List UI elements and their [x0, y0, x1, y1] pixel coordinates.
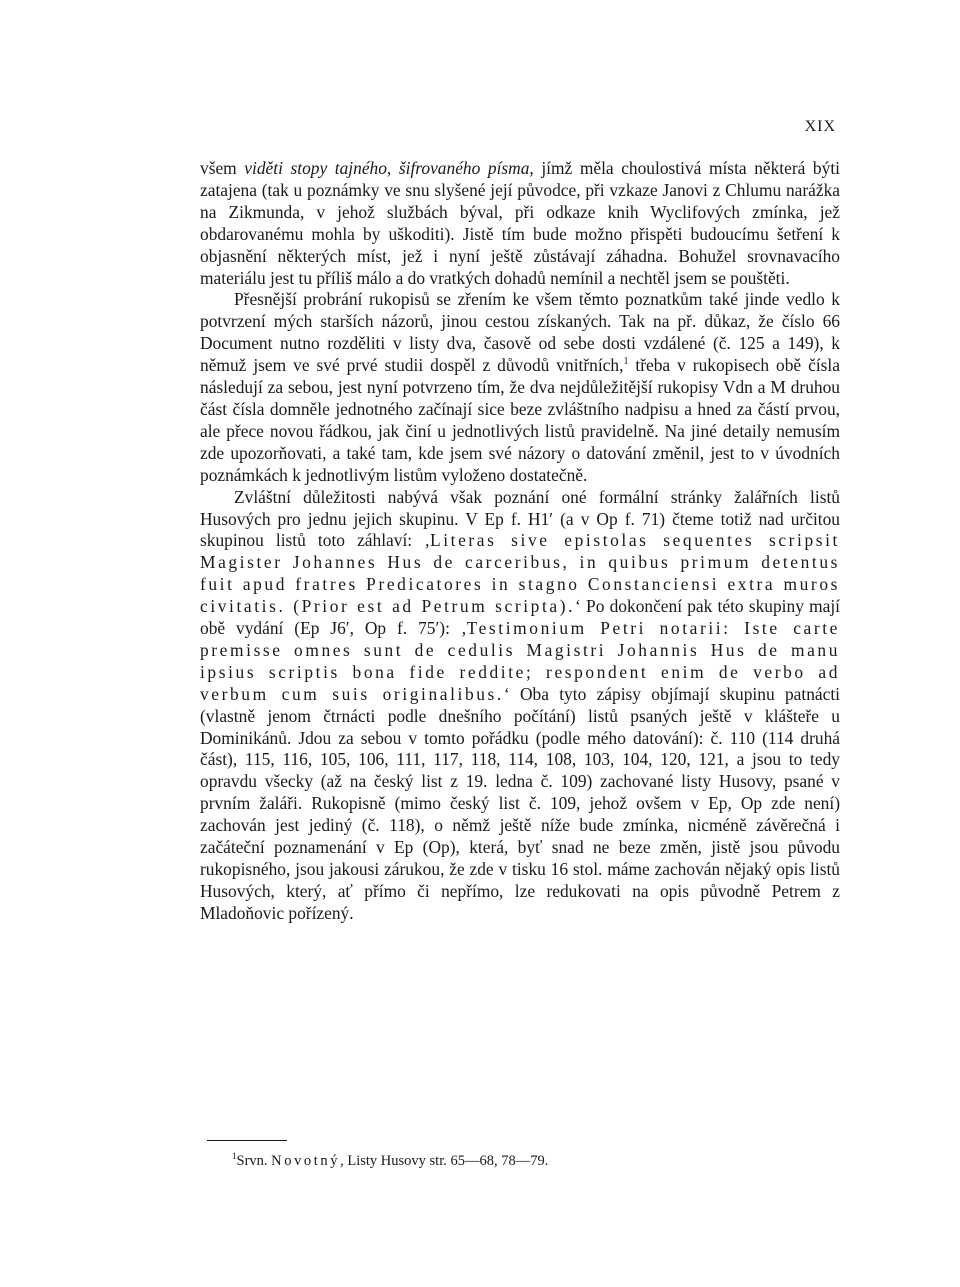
text-run: ‘ Oba tyto zápisy objímají skupinu patnácti (vlastně jenom čtrnácti podle dnešního počítání) listů psaných ještě v klášteře u Dominikánů. Jdou za sebou v tomto pořádku (podle mého datování): č. 110 (114 druhá část), 115, 116, 105, 106, 111, 117, 118, 114, 108, 103, 104, 120, 121, a jsou to tedy opravdu všecky (až na český list z 19. ledna č. 109) zachované listy Husovy, psané v prvním žaláři. Rukopisně (mimo český list č. 109, jehož ovšem v Ep, Op zde není) zachován jest jediný (č. 118), o němž ještě níže bude zmínka, nicméně závěrečná i začáteční poznamenání v Ep (Op), která, byť snad ne beze změn, jistě jsou původu rukopisného, jsou jakousi zárukou, že zde v tisku 16 stol. máme zachován nějaký opis listů Husových, který, ať přímo či nepřímo, lze redukovati na opis původně Petrem z Mladoňovic pořízený. [200, 683, 840, 923]
text-run: jímž měla choulostivá místa některá býti zatajena (tak u poznámky ve snu slyšené její původce, při vzkaze Janovi z Chlumu narážka na Zikmunda, v jehož službách býval, při odkaze knih Wyclifových zmínka, jež obdarovanému mohla by uškoditi). Jistě tím bude možno přispěti budoucímu šetření k objasnění některých míst, jež i nyní ještě zůstávají záhadna. Bohužel srovnavacího materiálu jest tu příliš málo a do vratkých dohadů nemínil a nechtěl jsem se pouštěti. [200, 158, 840, 288]
text-run: třeba v rukopisech obě čísla následují za sebou, jest nyní potvrzeno tím, že dva nejdůležitější rukopisy Vdn a M druhou část čísla domněle jednotného začínají sice beze zvláštního nadpisu a hned za částí prvou, ale přece novou řádkou, jak činí u jednotlivých listů pravidelně. Na jiné detaily nemusím zde upozorňovati, a také tam, kde jsem své názory o datování změnil, jest to v úvodních poznámkách k jednotlivým listům vyloženo dostatečně. [200, 355, 840, 485]
page-number: XIX [804, 118, 836, 135]
footnote-text: Srvn. [236, 1153, 272, 1169]
footnote-author: Novotný [271, 1153, 341, 1169]
spaced-latin-run: Literas sive epistolas sequentes scripsit Magister Johannes Hus de carceribus, in quibus primum detentus fuit apud fratres Predicatores in stagno Constanciensi extra muros civitatis. (Prior est ad Petrum scripta). [200, 530, 840, 617]
footnote-rule [207, 1140, 287, 1141]
paragraph [200, 289, 840, 486]
spaced-latin-run: Testimonium Petri notarii: Iste carte premisse omnes sunt de cedulis Magistri Johannis Hus de manu ipsius scriptis bona fide reddite; respondent enim de verbo ad verbum cum suis originalibus. [200, 618, 840, 704]
footnote-mark: 1 [232, 1151, 237, 1162]
italic-run: viděti stopy tajného, šifrovaného písma, [244, 158, 534, 178]
footnote-reference: 1 [623, 356, 629, 368]
footnote [232, 1152, 832, 1170]
paragraph [200, 158, 840, 289]
text-run: ‘ Po dokončení pak této skupiny mají obě vydání (Ep J6′, Op f. 75′): ‚ [200, 596, 841, 639]
body-text [200, 158, 840, 925]
text-run: Zvláštní důležitosti nabývá však poznání oné formální stránky žalářních listů Husových pro jednu jejich skupinu. V Ep f. H1′ (a v Op f. 71) čteme totiž nad určitou skupinou listů toto záhlaví: ‚ [200, 486, 840, 551]
text-run: Přesnější probrání rukopisů se zřením ke všem těmto poznatkům také jinde vedlo k potvrzení mých starších názorů, jinou cestou získaných. Tak na př. důkaz, že číslo 66 Document nutno rozděliti v listy dva, časově od sebe dosti vzdálené (č. 125 a 149), k němuž jsem ve své prvé studii dospěl z důvodů vnitřních, [200, 289, 840, 376]
footnote-text: , Listy Husovy str. 65—68, 78—79. [340, 1153, 549, 1169]
paragraph [200, 487, 840, 925]
text-run: všem [200, 158, 245, 178]
